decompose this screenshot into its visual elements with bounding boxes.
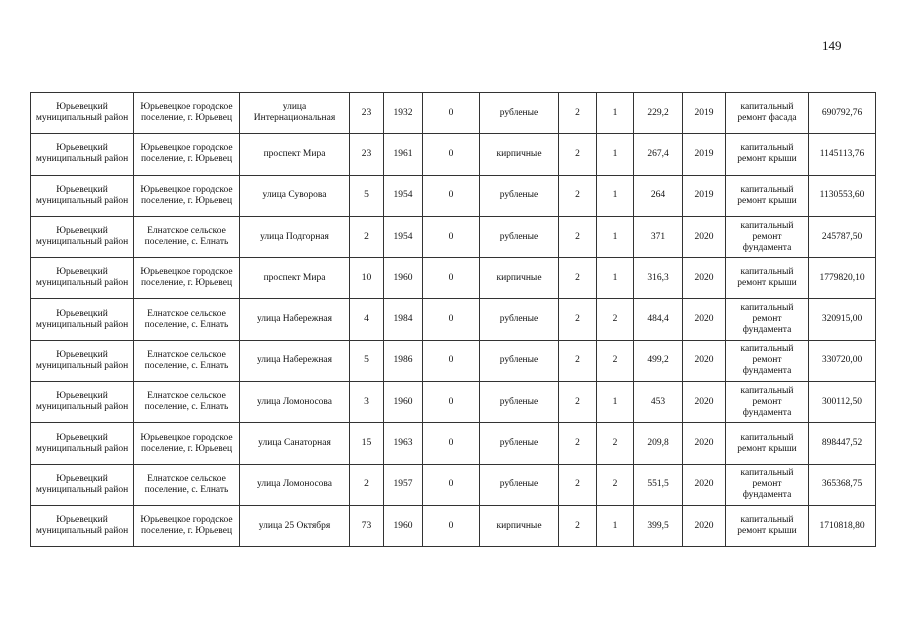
cell-district: Юрьевецкий муниципальный район — [31, 464, 134, 505]
cell-year-built: 1960 — [384, 382, 423, 423]
cell-area: 484,4 — [634, 299, 683, 340]
cell-street: улица Ломоносова — [240, 382, 350, 423]
cell-cost: 898447,52 — [809, 423, 876, 464]
cell-district: Юрьевецкий муниципальный район — [31, 299, 134, 340]
cell-entrances: 1 — [597, 505, 634, 546]
table-row — [31, 340, 876, 381]
cell-col-zero: 0 — [423, 258, 480, 299]
cell-year-built: 1954 — [384, 175, 423, 216]
cell-wall-material: кирпичные — [480, 505, 559, 546]
cell-settlement: Юрьевецкое городское поселение, г. Юрьевец — [134, 505, 240, 546]
cell-wall-material: рубленые — [480, 93, 559, 134]
cell-area: 453 — [634, 382, 683, 423]
table-row — [31, 175, 876, 216]
cell-work-type: капитальный ремонт крыши — [726, 134, 809, 175]
cell-col-zero: 0 — [423, 340, 480, 381]
cell-street: улица Подгорная — [240, 216, 350, 257]
cell-settlement: Юрьевецкое городское поселение, г. Юрьевец — [134, 93, 240, 134]
cell-floors: 2 — [559, 382, 597, 423]
cell-cost: 365368,75 — [809, 464, 876, 505]
cell-year-built: 1986 — [384, 340, 423, 381]
cell-year-built: 1960 — [384, 258, 423, 299]
cell-street: улица Суворова — [240, 175, 350, 216]
cell-area: 399,5 — [634, 505, 683, 546]
table-row — [31, 216, 876, 257]
cell-house-number: 23 — [350, 93, 384, 134]
table-row — [31, 299, 876, 340]
cell-entrances: 1 — [597, 93, 634, 134]
cell-year-built: 1954 — [384, 216, 423, 257]
cell-house-number: 3 — [350, 382, 384, 423]
cell-work-type: капитальный ремонт фундамента — [726, 464, 809, 505]
cell-entrances: 1 — [597, 258, 634, 299]
cell-settlement: Елнатское сельское поселение, с. Елнать — [134, 340, 240, 381]
cell-settlement: Елнатское сельское поселение, с. Елнать — [134, 299, 240, 340]
cell-street: улица Интернациональная — [240, 93, 350, 134]
cell-house-number: 23 — [350, 134, 384, 175]
cell-entrances: 2 — [597, 340, 634, 381]
cell-district: Юрьевецкий муниципальный район — [31, 423, 134, 464]
cell-entrances: 1 — [597, 216, 634, 257]
cell-settlement: Юрьевецкое городское поселение, г. Юрьевец — [134, 134, 240, 175]
cell-wall-material: рубленые — [480, 464, 559, 505]
cell-floors: 2 — [559, 216, 597, 257]
cell-wall-material: рубленые — [480, 423, 559, 464]
cell-house-number: 15 — [350, 423, 384, 464]
cell-district: Юрьевецкий муниципальный район — [31, 505, 134, 546]
table-row — [31, 423, 876, 464]
cell-cost: 690792,76 — [809, 93, 876, 134]
cell-entrances: 2 — [597, 423, 634, 464]
cell-floors: 2 — [559, 299, 597, 340]
cell-area: 209,8 — [634, 423, 683, 464]
cell-col-zero: 0 — [423, 299, 480, 340]
cell-entrances: 2 — [597, 464, 634, 505]
cell-wall-material: кирпичные — [480, 134, 559, 175]
cell-col-zero: 0 — [423, 175, 480, 216]
cell-work-type: капитальный ремонт фасада — [726, 93, 809, 134]
cell-work-type: капитальный ремонт крыши — [726, 175, 809, 216]
table-row — [31, 464, 876, 505]
table-body — [31, 93, 876, 547]
cell-wall-material: рубленые — [480, 175, 559, 216]
table-row — [31, 93, 876, 134]
cell-area: 267,4 — [634, 134, 683, 175]
cell-street: улица Набережная — [240, 340, 350, 381]
cell-cost: 245787,50 — [809, 216, 876, 257]
cell-area: 551,5 — [634, 464, 683, 505]
cell-col-zero: 0 — [423, 505, 480, 546]
cell-floors: 2 — [559, 134, 597, 175]
cell-house-number: 4 — [350, 299, 384, 340]
cell-year-planned: 2020 — [683, 423, 726, 464]
cell-entrances: 1 — [597, 382, 634, 423]
cell-year-planned: 2020 — [683, 299, 726, 340]
cell-house-number: 5 — [350, 175, 384, 216]
cell-floors: 2 — [559, 423, 597, 464]
cell-street: улица Набережная — [240, 299, 350, 340]
cell-street: проспект Мира — [240, 134, 350, 175]
cell-floors: 2 — [559, 93, 597, 134]
cell-col-zero: 0 — [423, 93, 480, 134]
cell-wall-material: кирпичные — [480, 258, 559, 299]
cell-area: 264 — [634, 175, 683, 216]
cell-col-zero: 0 — [423, 423, 480, 464]
cell-entrances: 1 — [597, 134, 634, 175]
cell-work-type: капитальный ремонт фундамента — [726, 382, 809, 423]
cell-year-planned: 2020 — [683, 258, 726, 299]
cell-cost: 320915,00 — [809, 299, 876, 340]
cell-district: Юрьевецкий муниципальный район — [31, 258, 134, 299]
cell-year-built: 1957 — [384, 464, 423, 505]
cell-house-number: 73 — [350, 505, 384, 546]
cell-street: улица Ломоносова — [240, 464, 350, 505]
cell-house-number: 2 — [350, 464, 384, 505]
cell-col-zero: 0 — [423, 464, 480, 505]
table-row — [31, 258, 876, 299]
cell-floors: 2 — [559, 464, 597, 505]
cell-year-built: 1960 — [384, 505, 423, 546]
cell-house-number: 10 — [350, 258, 384, 299]
cell-year-planned: 2020 — [683, 505, 726, 546]
cell-area: 316,3 — [634, 258, 683, 299]
cell-settlement: Елнатское сельское поселение, с. Елнать — [134, 382, 240, 423]
cell-floors: 2 — [559, 175, 597, 216]
cell-wall-material: рубленые — [480, 216, 559, 257]
cell-wall-material: рубленые — [480, 340, 559, 381]
cell-district: Юрьевецкий муниципальный район — [31, 382, 134, 423]
cell-year-built: 1963 — [384, 423, 423, 464]
cell-col-zero: 0 — [423, 382, 480, 423]
cell-district: Юрьевецкий муниципальный район — [31, 340, 134, 381]
cell-work-type: капитальный ремонт фундамента — [726, 299, 809, 340]
cell-district: Юрьевецкий муниципальный район — [31, 93, 134, 134]
cell-year-planned: 2019 — [683, 175, 726, 216]
cell-floors: 2 — [559, 258, 597, 299]
cell-street: улица 25 Октября — [240, 505, 350, 546]
cell-year-planned: 2020 — [683, 464, 726, 505]
cell-wall-material: рубленые — [480, 299, 559, 340]
cell-floors: 2 — [559, 340, 597, 381]
cell-year-planned: 2019 — [683, 93, 726, 134]
cell-street: проспект Мира — [240, 258, 350, 299]
cell-district: Юрьевецкий муниципальный район — [31, 134, 134, 175]
cell-entrances: 1 — [597, 175, 634, 216]
cell-settlement: Юрьевецкое городское поселение, г. Юрьевец — [134, 258, 240, 299]
cell-area: 229,2 — [634, 93, 683, 134]
cell-work-type: капитальный ремонт крыши — [726, 505, 809, 546]
cell-settlement: Юрьевецкое городское поселение, г. Юрьевец — [134, 423, 240, 464]
cell-house-number: 2 — [350, 216, 384, 257]
cell-year-planned: 2020 — [683, 382, 726, 423]
cell-street: улица Санаторная — [240, 423, 350, 464]
cell-settlement: Юрьевецкое городское поселение, г. Юрьевец — [134, 175, 240, 216]
cell-col-zero: 0 — [423, 216, 480, 257]
cell-district: Юрьевецкий муниципальный район — [31, 216, 134, 257]
table-row — [31, 382, 876, 423]
cell-cost: 1779820,10 — [809, 258, 876, 299]
cell-area: 499,2 — [634, 340, 683, 381]
table-row — [31, 505, 876, 546]
cell-year-built: 1961 — [384, 134, 423, 175]
cell-cost: 1145113,76 — [809, 134, 876, 175]
housing-table — [30, 92, 876, 547]
cell-entrances: 2 — [597, 299, 634, 340]
cell-col-zero: 0 — [423, 134, 480, 175]
cell-cost: 300112,50 — [809, 382, 876, 423]
cell-work-type: капитальный ремонт крыши — [726, 258, 809, 299]
cell-district: Юрьевецкий муниципальный район — [31, 175, 134, 216]
cell-year-planned: 2019 — [683, 134, 726, 175]
cell-cost: 330720,00 — [809, 340, 876, 381]
cell-year-built: 1932 — [384, 93, 423, 134]
page-number: 149 — [822, 38, 842, 53]
cell-area: 371 — [634, 216, 683, 257]
cell-settlement: Елнатское сельское поселение, с. Елнать — [134, 464, 240, 505]
cell-cost: 1710818,80 — [809, 505, 876, 546]
cell-wall-material: рубленые — [480, 382, 559, 423]
cell-work-type: капитальный ремонт крыши — [726, 423, 809, 464]
cell-cost: 1130553,60 — [809, 175, 876, 216]
table-row — [31, 134, 876, 175]
cell-year-planned: 2020 — [683, 216, 726, 257]
cell-floors: 2 — [559, 505, 597, 546]
cell-year-built: 1984 — [384, 299, 423, 340]
cell-work-type: капитальный ремонт фундамента — [726, 216, 809, 257]
cell-work-type: капитальный ремонт фундамента — [726, 340, 809, 381]
cell-house-number: 5 — [350, 340, 384, 381]
cell-year-planned: 2020 — [683, 340, 726, 381]
cell-settlement: Елнатское сельское поселение, с. Елнать — [134, 216, 240, 257]
